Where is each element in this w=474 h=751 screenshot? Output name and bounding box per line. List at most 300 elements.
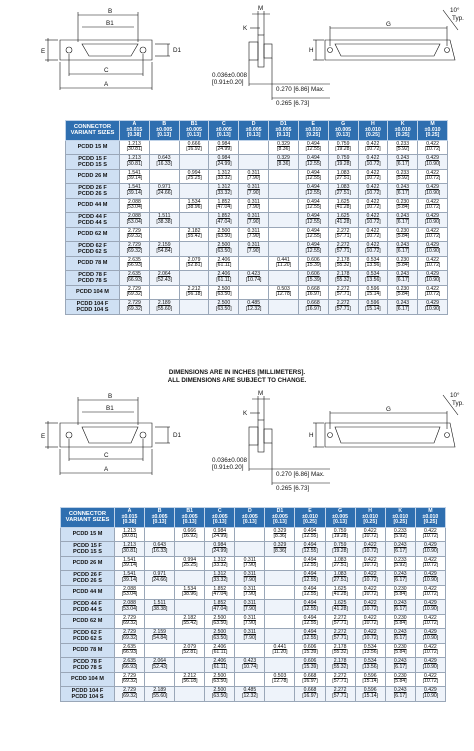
dimension-cell: [209, 285, 239, 299]
dimension-cell: [205, 643, 235, 657]
value-millimeters: [55.32]: [335, 262, 351, 269]
value-millimeters: [57.71]: [332, 634, 348, 641]
value-millimeters: [15.39]: [302, 663, 318, 670]
value-inches: 0.311: [243, 600, 257, 607]
value-inches: 0.668: [303, 687, 317, 694]
label-a-bottom: A: [104, 466, 109, 473]
variant-name-cell: [66, 212, 120, 227]
dimension-cell: [328, 241, 358, 256]
value-millimeters: [10.72]: [362, 547, 378, 554]
value-millimeters: [8.36]: [273, 533, 287, 540]
dimension-cell: [120, 140, 150, 154]
dimension-cell: [120, 285, 150, 299]
value-inches: 0.329: [277, 140, 290, 147]
value-inches: 2.500: [213, 687, 227, 694]
value-inches: 2.729: [123, 687, 136, 694]
dimension-cell: [120, 256, 150, 270]
variant-name: PCDD 15 F: [78, 155, 107, 162]
value-inches: 2.406: [217, 271, 231, 278]
dimension-cell: [418, 285, 448, 299]
table-row: [66, 227, 448, 241]
value-inches: 0.243: [396, 184, 410, 191]
value-inches: 0.759: [333, 527, 347, 534]
dimension-cell: [149, 183, 179, 198]
dimension-cell: [295, 686, 325, 701]
table-row: [66, 285, 448, 299]
value-millimeters: [12.55]: [302, 533, 318, 540]
dimension-cell: [415, 614, 445, 628]
value-millimeters: [10.72]: [365, 146, 381, 153]
value-inches: 0.311: [247, 169, 260, 176]
table-row: [66, 270, 448, 285]
value-inches: 0.422: [424, 585, 437, 592]
dimension-cell: [388, 299, 418, 314]
dimension-cell: [265, 570, 295, 585]
dimension-cell: [415, 643, 445, 657]
dimension-cell: [145, 527, 175, 541]
dimension-cell: [115, 527, 145, 541]
header-dim-h: [355, 508, 385, 528]
dimension-cell: [415, 672, 445, 686]
value-millimeters: [15.14]: [362, 692, 378, 699]
value-inches: 0.422: [366, 227, 380, 234]
value-inches: 0.494: [306, 242, 320, 249]
value-millimeters: [63.50]: [216, 305, 232, 312]
variant-name: PCDD 15 M: [72, 531, 103, 538]
dimension-cell: [328, 183, 358, 198]
value-millimeters: [10.72]: [365, 189, 381, 196]
value-inches: 0.422: [366, 169, 380, 176]
value-millimeters: [24.99]: [216, 146, 232, 153]
dimension-cell: [239, 256, 269, 270]
dimension-cell: [298, 270, 328, 285]
variant-name: PCDD 15 S: [73, 548, 102, 555]
value-millimeters: [12.55]: [305, 146, 322, 153]
value-inches: 1.852: [213, 600, 227, 607]
dimension-cell: [145, 556, 175, 570]
dimension-cell: [298, 227, 328, 241]
value-inches: 0.494: [306, 184, 320, 191]
dimension-cell: [175, 541, 205, 556]
value-millimeters: [10.90]: [422, 634, 439, 641]
dimension-cell: [120, 198, 150, 212]
value-millimeters: [69.32]: [121, 620, 138, 627]
drawing-bottom: [0, 385, 474, 503]
value-inches: 1.083: [333, 556, 347, 563]
dimension-cell: [358, 212, 388, 227]
variant-name-cell: [61, 628, 115, 643]
value-millimeters: [12.78]: [275, 291, 292, 298]
header-label: D1: [276, 508, 284, 514]
dimension-cell: [298, 212, 328, 227]
value-millimeters: [25.25]: [186, 175, 202, 182]
label-dim-270-bottom: 0.270 [6.86] Max.: [276, 471, 325, 478]
dimension-cell: [235, 672, 265, 686]
value-inches: 2.500: [217, 300, 231, 307]
label-h-bottom: H: [309, 432, 314, 439]
value-inches: 1.625: [336, 198, 350, 205]
table-row: [66, 198, 448, 212]
value-millimeters: [57.71]: [335, 233, 351, 240]
value-millimeters: [12.55]: [305, 204, 322, 211]
value-millimeters: [6.17]: [396, 305, 410, 312]
dimension-cell: [295, 541, 325, 556]
dimension-cell: [355, 556, 385, 570]
variant-name: PCDD 26 M: [72, 560, 103, 567]
dimension-cell: [205, 570, 235, 585]
value-millimeters: [55.42]: [181, 620, 198, 627]
table-row: [66, 256, 448, 270]
dimension-cell: [265, 599, 295, 614]
value-millimeters: [7.90]: [243, 605, 257, 612]
value-inches: 0.596: [366, 285, 380, 292]
value-inches: 0.494: [306, 198, 320, 205]
value-millimeters: [15.14]: [362, 678, 378, 685]
value-millimeters: [54.84]: [156, 247, 172, 254]
value-inches: 0.243: [393, 542, 407, 549]
dimension-cell: [145, 628, 175, 643]
dimension-cell: [328, 154, 358, 169]
table-row: [66, 299, 448, 314]
value-inches: 0.422: [366, 140, 380, 147]
dimension-cell: [235, 570, 265, 585]
value-millimeters: [24.99]: [211, 547, 228, 554]
value-inches: 1.625: [333, 585, 347, 592]
value-inches: 1.312: [217, 169, 231, 176]
dimension-cell: [325, 614, 355, 628]
variant-name: PCDD 26 M: [77, 173, 108, 180]
dimension-cell: [209, 241, 239, 256]
dimension-cell: [179, 270, 209, 285]
dimension-cell: [388, 140, 418, 154]
variant-name-cell: [66, 183, 120, 198]
dimension-cell: [205, 585, 235, 599]
value-millimeters: [10.72]: [424, 291, 441, 298]
value-inches: 0.429: [426, 155, 439, 162]
dimension-cell: [149, 212, 179, 227]
value-inches: 0.422: [363, 556, 377, 563]
header-label: K: [398, 508, 403, 514]
label-angle-typ: Typ.: [452, 15, 464, 22]
value-millimeters: [10.72]: [422, 562, 439, 569]
value-inches: 0.494: [306, 213, 320, 220]
value-millimeters: [63.50]: [211, 634, 228, 641]
value-millimeters: [10.72]: [422, 620, 439, 627]
value-millimeters: [33.32]: [211, 576, 228, 583]
value-inches: 0.494: [306, 169, 320, 176]
value-millimeters: [61.11]: [212, 663, 228, 670]
dimension-cell: [149, 198, 179, 212]
value-millimeters: [12.55]: [305, 175, 322, 182]
dimension-cell: [295, 585, 325, 599]
dimension-cell: [355, 599, 385, 614]
variant-name: PCDD 78 F: [78, 271, 107, 278]
dimension-cell: [355, 686, 385, 701]
dimension-cell: [239, 241, 269, 256]
variant-name-cell: [66, 140, 120, 154]
value-millimeters: [5.84]: [393, 591, 407, 598]
variant-name: PCDD 104 M: [71, 676, 104, 683]
dimension-cell: [209, 212, 239, 227]
dimension-cell: [328, 270, 358, 285]
value-millimeters: [10.90]: [424, 305, 441, 312]
dimension-cell: [298, 154, 328, 169]
header-tolerance: ±0.005 [0.13]: [272, 513, 288, 526]
dimension-cell: [120, 169, 150, 183]
header-label: M: [428, 508, 433, 514]
dimension-cell: [209, 198, 239, 212]
label-dim-270: 0.270 [6.86] Max.: [276, 86, 325, 93]
value-millimeters: [57.71]: [332, 620, 348, 627]
variant-name: PCDD 26 S: [78, 190, 107, 197]
dimension-cell: [358, 299, 388, 314]
dimension-cell: [179, 154, 209, 169]
value-inches: 0.606: [306, 256, 320, 263]
value-inches: 2.635: [123, 658, 136, 665]
table-row: [66, 212, 448, 227]
dimension-cell: [269, 270, 299, 285]
dimension-cell: [328, 169, 358, 183]
value-millimeters: [41.28]: [335, 204, 351, 211]
value-inches: 0.233: [396, 140, 410, 147]
value-millimeters: [69.32]: [126, 305, 143, 312]
dimension-cell: [115, 570, 145, 585]
value-millimeters: [63.50]: [216, 247, 232, 254]
value-inches: 0.429: [426, 242, 439, 249]
dimension-cell: [385, 585, 415, 599]
value-millimeters: [66.93]: [121, 649, 138, 656]
dimension-cell: [415, 628, 445, 643]
value-inches: 0.643: [157, 155, 171, 162]
header-label: B: [162, 121, 167, 127]
dimension-cell: [355, 657, 385, 672]
dimension-cell: [355, 541, 385, 556]
value-millimeters: [38.38]: [156, 218, 172, 225]
dimension-cell: [418, 256, 448, 270]
value-millimeters: [10.74]: [242, 663, 258, 670]
value-inches: 2.500: [213, 672, 227, 679]
value-inches: 0.422: [426, 256, 439, 263]
value-millimeters: [33.32]: [216, 175, 232, 182]
variant-name: PCDD 44 S: [73, 606, 102, 613]
dimension-cell: [325, 527, 355, 541]
header-tolerance: ±0.010 [0.25]: [424, 126, 441, 139]
dimension-cell: [415, 585, 445, 599]
value-inches: 0.534: [366, 256, 380, 263]
dimension-cell: [145, 541, 175, 556]
dimension-cell: [209, 256, 239, 270]
dimension-cell: [385, 628, 415, 643]
value-millimeters: [7.90]: [247, 247, 261, 254]
value-inches: 2.189: [153, 687, 166, 694]
dimension-cell: [295, 570, 325, 585]
value-millimeters: [7.90]: [247, 189, 261, 196]
dimension-cell: [385, 686, 415, 701]
label-thickness-in: 0.036±0.008: [212, 72, 247, 79]
label-thickness-in-bottom: 0.036±0.008: [212, 457, 247, 464]
dimension-cell: [385, 614, 415, 628]
dimension-cell: [418, 140, 448, 154]
value-millimeters: [63.50]: [211, 692, 228, 699]
value-millimeters: [66.93]: [121, 663, 138, 670]
dimension-cell: [295, 628, 325, 643]
value-millimeters: [12.55]: [302, 576, 318, 583]
value-inches: 1.541: [128, 184, 141, 191]
dimension-cell: [385, 672, 415, 686]
value-millimeters: [6.17]: [393, 663, 407, 670]
dimension-cell: [115, 599, 145, 614]
value-millimeters: [12.55]: [305, 160, 322, 167]
value-inches: 0.422: [366, 198, 380, 205]
header-dim-m: [415, 508, 445, 528]
value-millimeters: [5.92]: [393, 533, 407, 540]
dimension-cell: [295, 556, 325, 570]
value-inches: 2.500: [217, 227, 231, 234]
value-millimeters: [69.32]: [121, 678, 138, 685]
dimension-cell: [418, 183, 448, 198]
value-millimeters: [53.04]: [121, 605, 138, 612]
value-millimeters: [27.51]: [335, 175, 351, 182]
value-inches: 0.596: [363, 687, 377, 694]
value-millimeters: [12.55]: [305, 233, 322, 240]
dimension-cell: [115, 686, 145, 701]
value-millimeters: [38.38]: [151, 605, 168, 612]
dimension-cell: [175, 556, 205, 570]
dimension-cell: [328, 285, 358, 299]
value-millimeters: [5.84]: [396, 204, 410, 211]
value-millimeters: [8.36]: [277, 160, 290, 167]
value-millimeters: [57.71]: [332, 692, 348, 699]
variant-name-cell: [61, 599, 115, 614]
value-inches: 0.971: [153, 571, 166, 578]
dimension-cell: [269, 169, 299, 183]
label-g: G: [386, 21, 391, 28]
dimension-cell: [355, 643, 385, 657]
value-inches: 0.606: [303, 643, 317, 650]
value-inches: 0.494: [306, 155, 320, 162]
label-m-bottom: M: [258, 390, 264, 397]
value-millimeters: [38.96]: [186, 204, 202, 211]
value-millimeters: [52.81]: [186, 262, 202, 269]
value-inches: 1.852: [217, 213, 231, 220]
header-connector-variant: CONNECTOR VARIANT SIZES: [61, 508, 115, 528]
value-inches: 0.429: [424, 687, 437, 694]
dimension-cell: [239, 140, 269, 154]
dimension-cell: [179, 241, 209, 256]
value-inches: 1.213: [123, 542, 136, 549]
value-millimeters: [12.55]: [302, 620, 318, 627]
dimension-cell: [115, 614, 145, 628]
variant-name: PCDD 26 F: [73, 571, 102, 578]
value-inches: 0.243: [393, 687, 407, 694]
value-millimeters: [41.28]: [332, 605, 348, 612]
dimension-cell: [418, 154, 448, 169]
table-row: [61, 614, 446, 628]
table-row: [61, 527, 446, 541]
variant-name: PCDD 104 S: [76, 306, 109, 313]
variant-name: PCDD 62 F: [73, 629, 102, 636]
value-inches: 0.233: [393, 527, 407, 534]
dimension-cell: [239, 169, 269, 183]
value-inches: 2.064: [153, 658, 166, 665]
value-millimeters: [7.90]: [243, 620, 257, 627]
value-millimeters: [10.72]: [362, 576, 378, 583]
value-inches: 0.311: [243, 614, 257, 621]
dimension-cell: [239, 183, 269, 198]
dimension-cell: [145, 585, 175, 599]
dimension-cell: [418, 299, 448, 314]
value-millimeters: [39.14]: [126, 189, 143, 196]
header-tolerance: ±0.010 [0.25]: [305, 126, 322, 139]
value-inches: 0.243: [396, 213, 410, 220]
value-millimeters: [41.28]: [335, 218, 351, 225]
dimension-cell: [295, 657, 325, 672]
value-inches: 2.729: [128, 242, 141, 249]
dimension-cell: [388, 227, 418, 241]
value-millimeters: [10.90]: [422, 692, 439, 699]
value-inches: 1.511: [153, 600, 166, 607]
value-millimeters: [47.04]: [216, 204, 232, 211]
value-inches: 0.243: [396, 300, 410, 307]
value-inches: 0.666: [183, 527, 197, 534]
value-millimeters: [61.11]: [216, 276, 232, 283]
dimension-cell: [239, 270, 269, 285]
value-inches: 1.534: [187, 198, 201, 205]
value-inches: 0.230: [396, 285, 410, 292]
dimension-cell: [388, 270, 418, 285]
dimension-cell: [325, 643, 355, 657]
header-dim-d1: [265, 508, 295, 528]
value-millimeters: [10.90]: [424, 189, 441, 196]
dimension-cell: [388, 212, 418, 227]
label-thickness-mm: [0.91±0.20]: [212, 79, 244, 86]
value-inches: 0.494: [303, 585, 317, 592]
table-row: [61, 643, 446, 657]
value-millimeters: [12.55]: [302, 562, 318, 569]
dimension-cell: [120, 154, 150, 169]
value-millimeters: [13.56]: [362, 663, 378, 670]
value-millimeters: [33.32]: [216, 189, 232, 196]
value-inches: 1.625: [333, 600, 347, 607]
dimension-cell: [175, 657, 205, 672]
dimension-cell: [205, 541, 235, 556]
table-row: [61, 672, 446, 686]
label-dim-265: 0.265 [6.73]: [276, 100, 310, 107]
value-millimeters: [15.39]: [305, 276, 322, 283]
value-millimeters: [5.92]: [393, 562, 407, 569]
value-millimeters: [15.14]: [365, 305, 381, 312]
value-millimeters: [7.90]: [243, 591, 257, 598]
dimension-cell: [115, 672, 145, 686]
value-inches: 0.243: [393, 658, 407, 665]
value-inches: 2.729: [123, 672, 136, 679]
value-millimeters: [10.72]: [424, 204, 441, 211]
dimension-cell: [149, 227, 179, 241]
dimension-cell: [205, 556, 235, 570]
value-inches: 0.441: [273, 643, 287, 650]
value-inches: 1.312: [213, 571, 227, 578]
header-dim-d: [235, 508, 265, 528]
value-millimeters: [41.28]: [332, 591, 348, 598]
header-dim-c: [209, 121, 239, 141]
dimension-cell: [115, 585, 145, 599]
dimension-cell: [325, 628, 355, 643]
label-angle-bottom: 10°: [450, 392, 460, 399]
value-inches: 1.541: [123, 556, 136, 563]
value-millimeters: [53.04]: [121, 591, 138, 598]
variant-name: PCDD 78 M: [72, 647, 103, 654]
value-millimeters: [55.32]: [332, 663, 348, 670]
